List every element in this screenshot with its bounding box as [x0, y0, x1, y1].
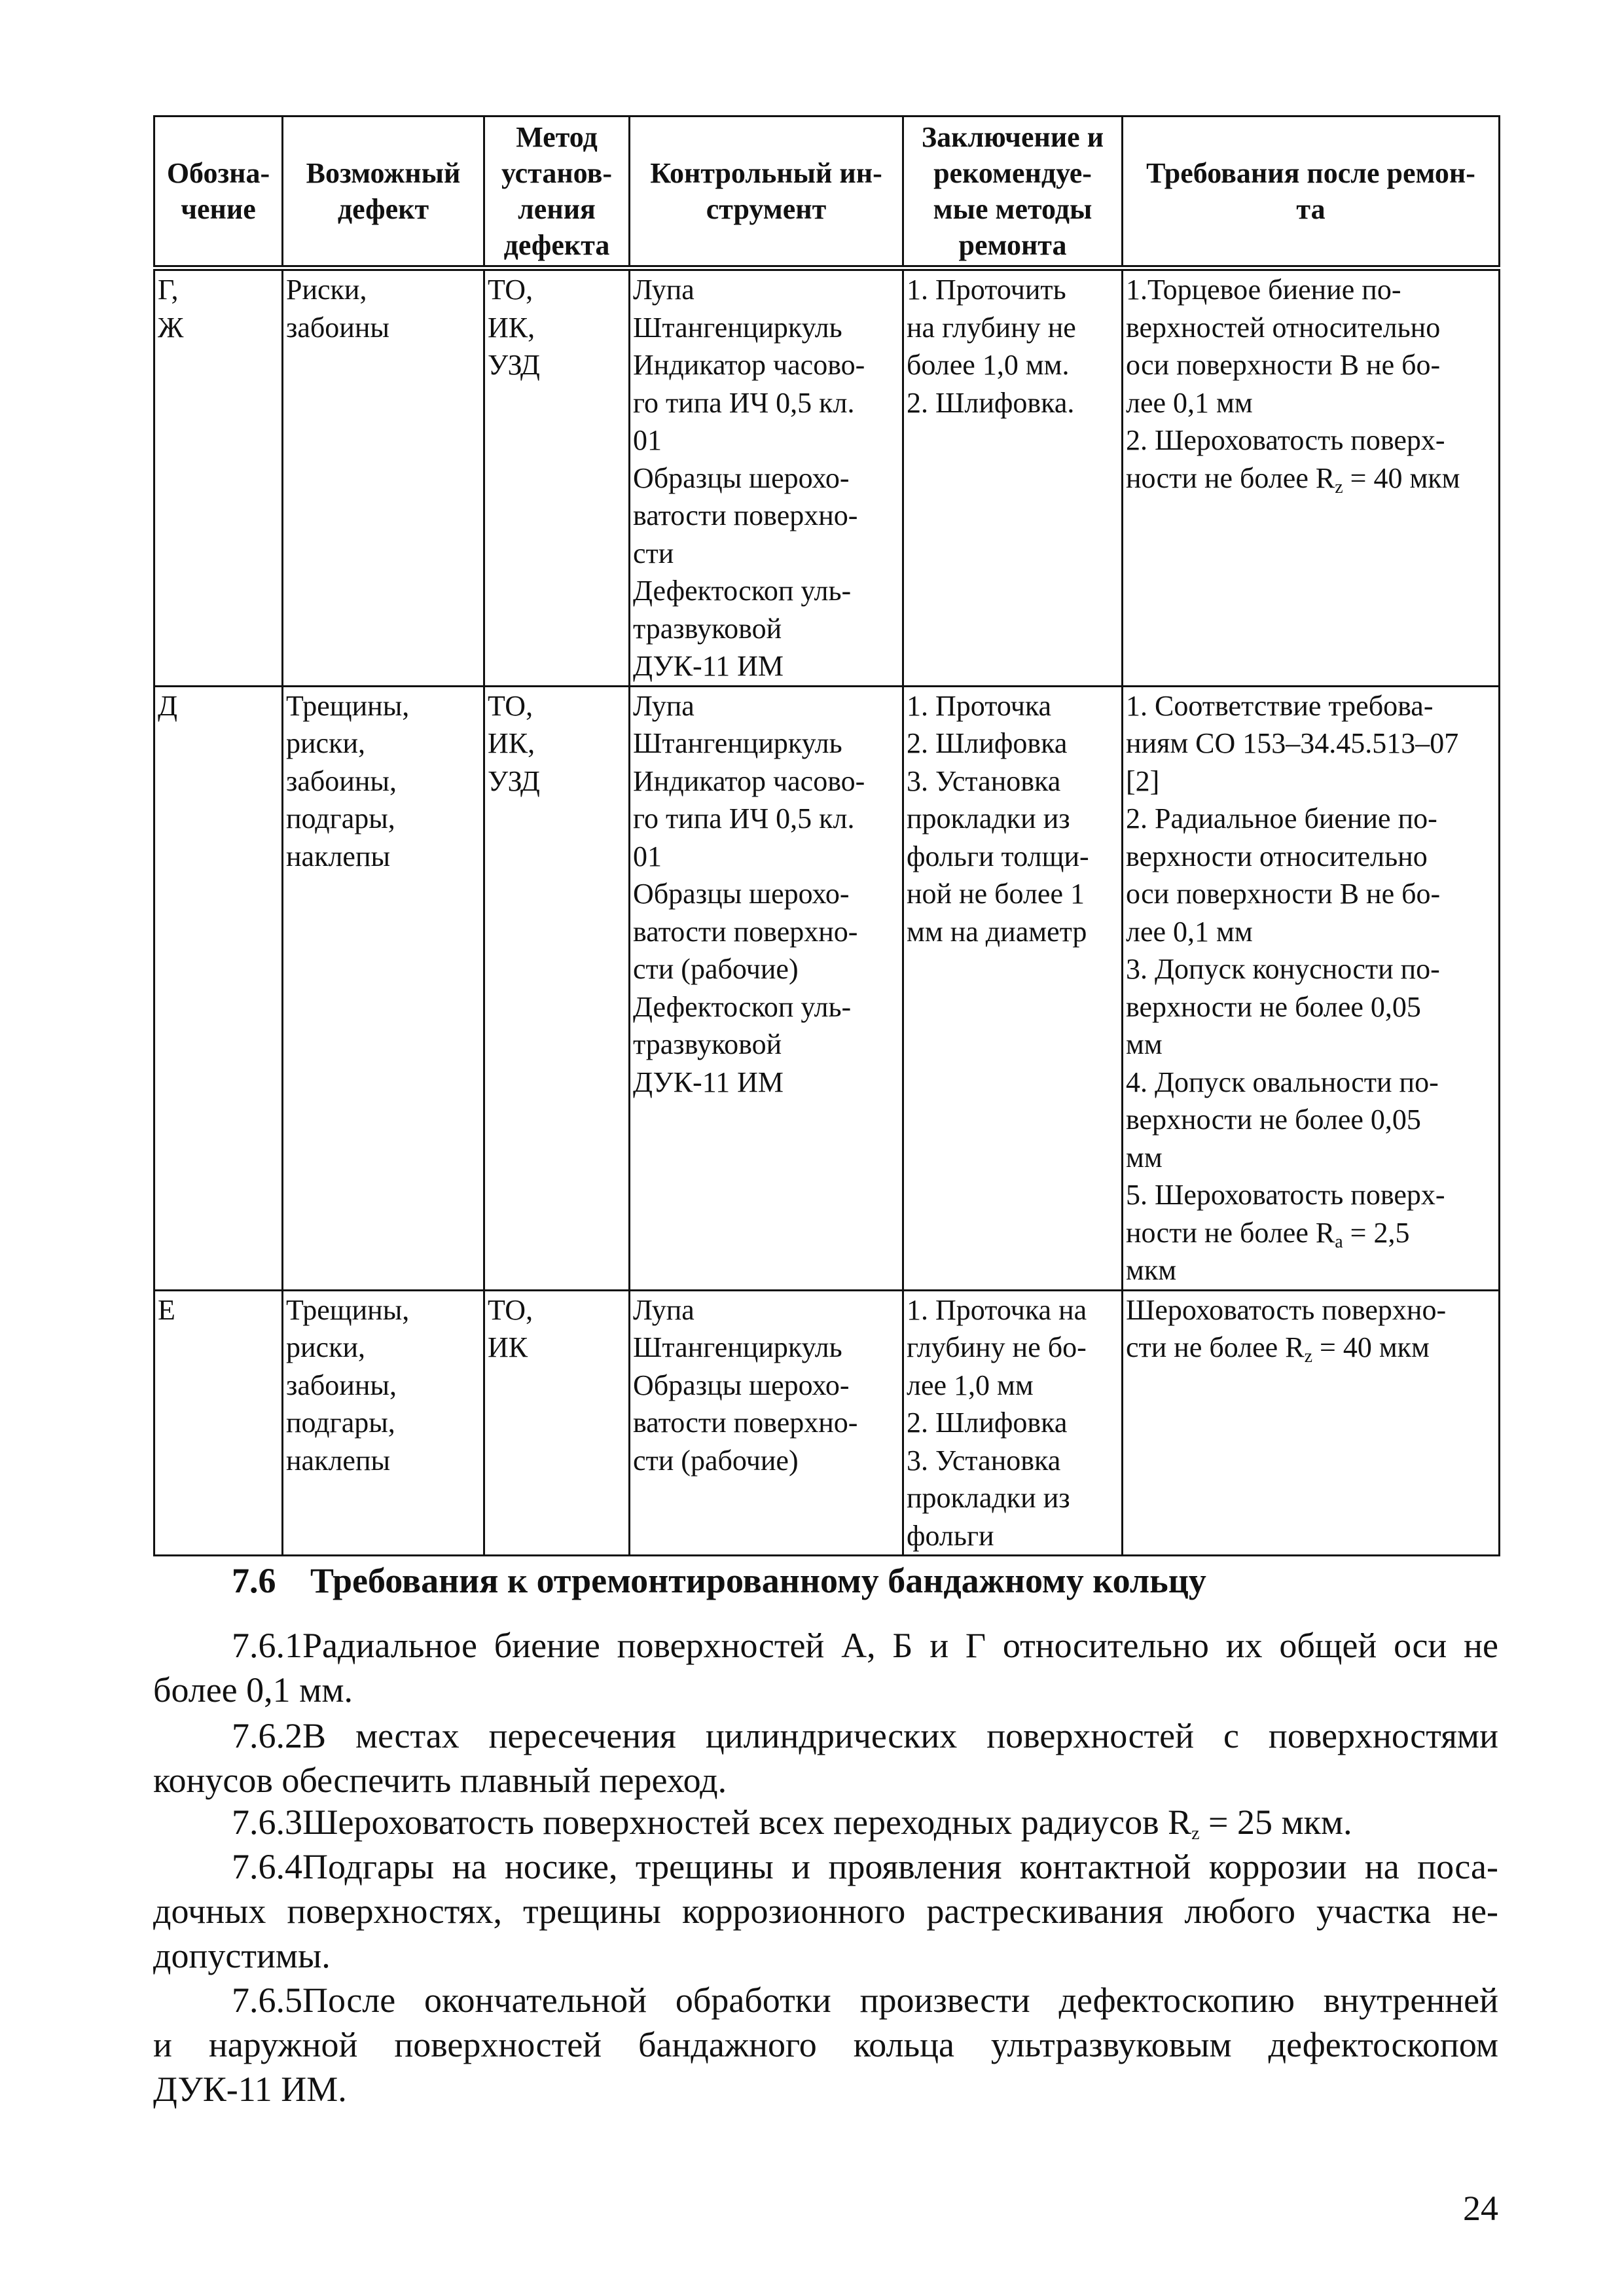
section-number: 7.6: [232, 1561, 276, 1600]
header-method: Метод установ- ления дефекта: [484, 117, 630, 268]
paragraph-7-6-1: 7.6.1Радиальное биение поверхностей А, Б и Г относительно их общей оси не более 0,1 мм.: [153, 1626, 1498, 1710]
header-designation: Обозна- чение: [154, 117, 283, 268]
cell-defect: Риски, забоины: [283, 268, 484, 687]
cell-defect: Трещины, риски, забоины, подгары, наклепы: [283, 1290, 484, 1556]
cell-designation: Е: [154, 1290, 283, 1556]
header-repair: Заключение и рекомендуе- мые методы ремонта: [903, 117, 1123, 268]
header-requirements: Требования после ремон- та: [1123, 117, 1500, 268]
cell-method: ТО, ИК: [484, 1290, 630, 1556]
cell-instrument: Лупа Штангенциркуль Образцы шерохо- ватости поверхно- сти (рабочие): [630, 1290, 903, 1556]
defects-table: [153, 115, 1500, 1556]
paragraph-7-6-5: 7.6.5После окончательной обработки произвести дефектоскопию внутренней и наружной поверхностей бандажного кольца ультразвуковым дефектоскопом ДУК-11 ИМ.: [153, 1981, 1498, 2109]
section-title: Требования к отремонтированному бандажному кольцу: [310, 1561, 1206, 1600]
cell-repair: 1. Проточка 2. Шлифовка 3. Установка прокладки из фольги толщи- ной не более 1 мм на диаметр: [903, 686, 1123, 1290]
table-header-row: [154, 117, 1500, 268]
header-instrument: Контрольный ин- струмент: [630, 117, 903, 268]
cell-requirements: 1. Соответствие требова- ниям СО 153–34.45.513–07 [2] 2. Радиальное биение по- верхности относительно оси поверхности В не бо- лее 0,1 мм 3. Допуск конусности по- верхности не более 0,05 мм 4. Допуск овальности по- верхности не более 0,05 мм 5. Шероховатость поверх- ности не более $R_a = 2,5$ мкм: [1123, 686, 1500, 1290]
table-row: [154, 1290, 1500, 1556]
cell-designation: Г, Ж: [154, 268, 283, 687]
table-row: [154, 686, 1500, 1290]
cell-instrument: Лупа Штангенциркуль Индикатор часово- го типа ИЧ 0,5 кл. 01 Образцы шерохо- ватости поверхно- сти (рабочие) Дефектоскоп уль- тразвуковой ДУК-11 ИМ: [630, 686, 903, 1290]
paragraph-7-6-3: 7.6.3Шероховатость поверхностей всех переходных радиусов $R_z = 25$ мкм.: [232, 1803, 1352, 1844]
page-number: 24: [1463, 2189, 1498, 2228]
section-heading: [232, 1558, 1206, 1604]
cell-repair: 1. Проточить на глубину не более 1,0 мм. 2. Шлифовка.: [903, 268, 1123, 687]
paragraph-7-6-2: 7.6.2В местах пересечения цилиндрических поверхностей с поверхностями конусов обеспечить плавный переход.: [153, 1716, 1498, 1800]
cell-method: ТО, ИК, УЗД: [484, 268, 630, 687]
header-defect: Возможный дефект: [283, 117, 484, 268]
paragraph-7-6-4: 7.6.4Подгары на носике, трещины и проявления контактной коррозии на поса- дочных поверхностях, трещины коррозионного растрескивания любого участка не- допустимы.: [153, 1847, 1498, 1975]
cell-repair: 1. Проточка на глубину не бо- лее 1,0 мм 2. Шлифовка 3. Установка прокладки из фольги: [903, 1290, 1123, 1556]
cell-designation: Д: [154, 686, 283, 1290]
cell-requirements: 1.Торцевое биение по- верхностей относительно оси поверхности В не бо- лее 0,1 мм 2. Шероховатость поверх- ности не более $R_z = 40$ мкм: [1123, 268, 1500, 687]
table-row: [154, 268, 1500, 687]
cell-defect: Трещины, риски, забоины, подгары, наклепы: [283, 686, 484, 1290]
cell-method: ТО, ИК, УЗД: [484, 686, 630, 1290]
cell-instrument: Лупа Штангенциркуль Индикатор часово- го типа ИЧ 0,5 кл. 01 Образцы шерохо- ватости поверхно- сти Дефектоскоп уль- тразвуковой ДУК-11 ИМ: [630, 268, 903, 687]
cell-requirements: Шероховатость поверхно- сти не более $R_z = 40$ мкм: [1123, 1290, 1500, 1556]
